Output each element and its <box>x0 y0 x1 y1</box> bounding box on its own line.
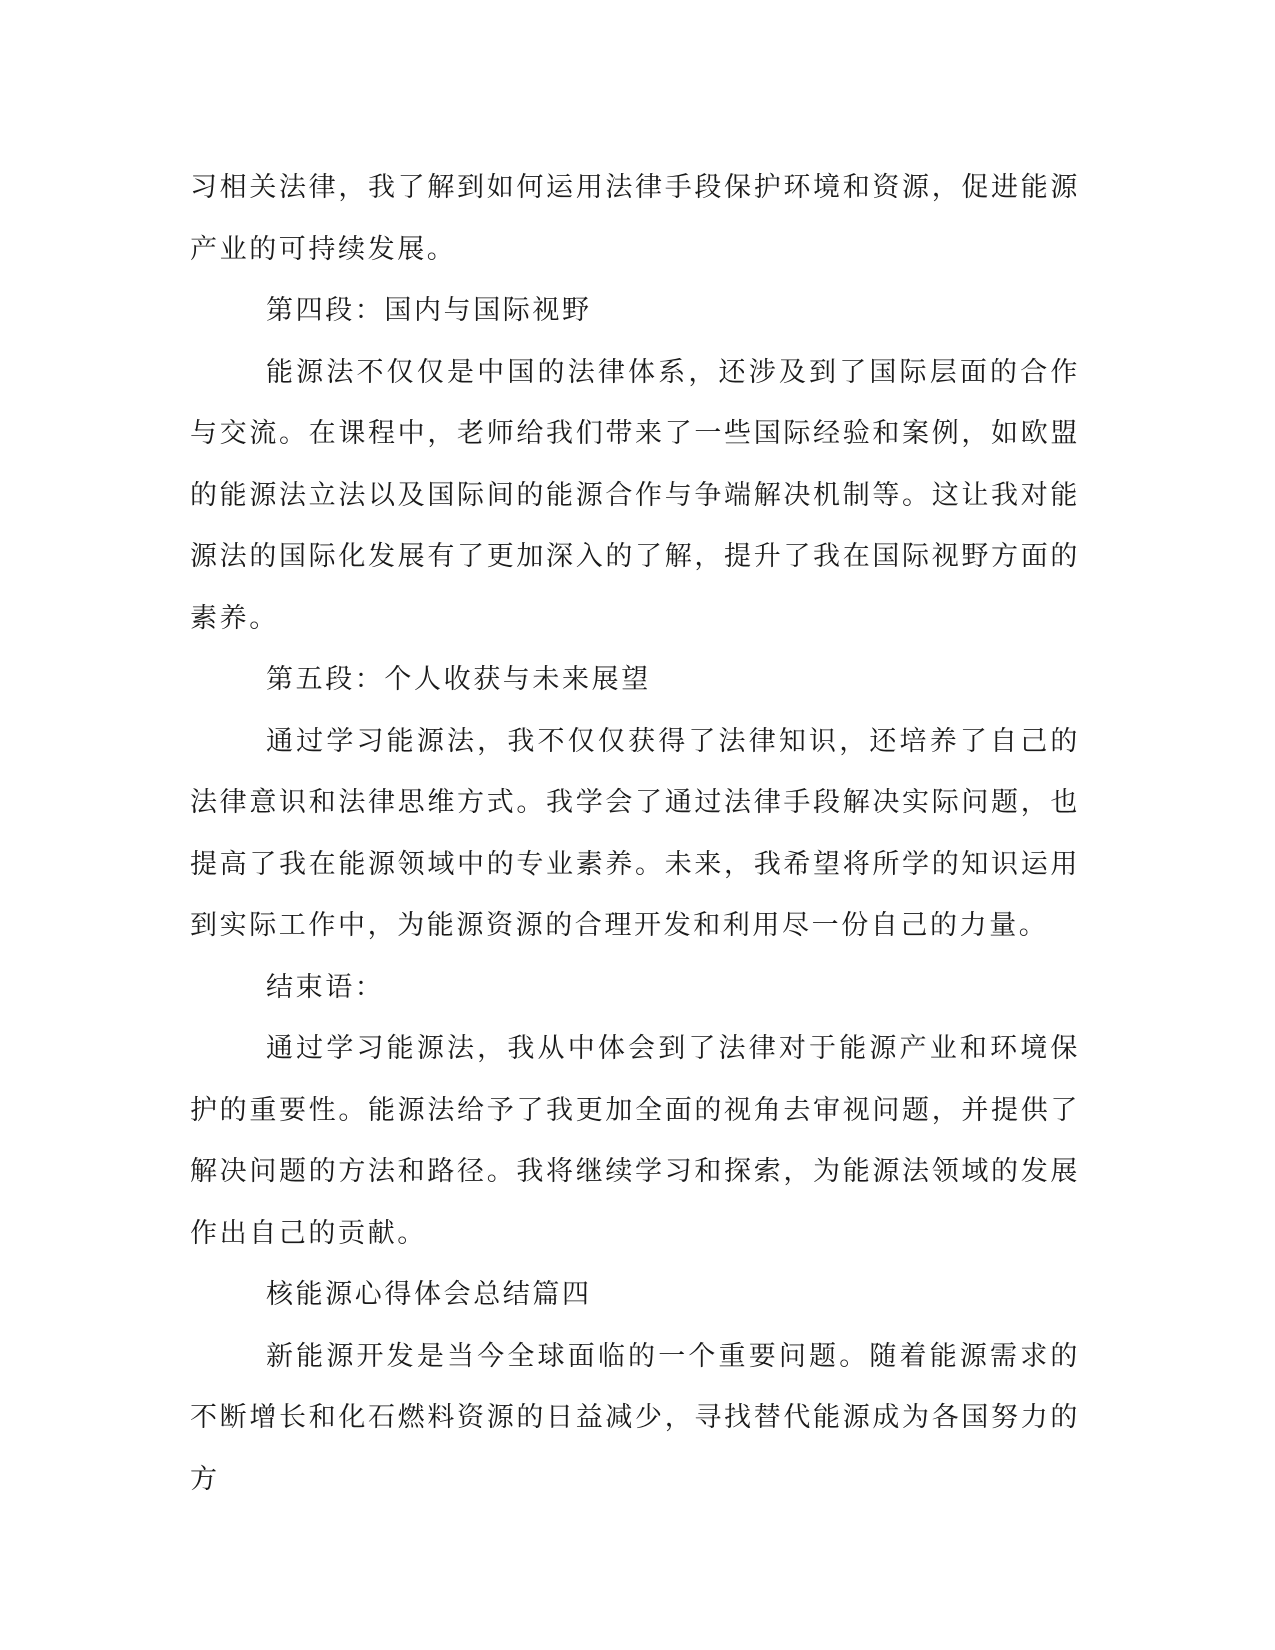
document-body <box>190 157 1080 1510</box>
paragraph-conclusion: 通过学习能源法，我从中体会到了法律对于能源产业和环境保护的重要性。能源法给予了我更加全面的视角去审视问题，并提供了解决问题的方法和路径。我将继续学习和探索，为能源法领域的发展作出自己的贡献。 <box>190 1033 1080 1249</box>
paragraph-personal-gains: 通过学习能源法，我不仅仅获得了法律知识，还培养了自己的法律意识和法律思维方式。我学会了通过法律手段解决实际问题，也提高了我在能源领域中的专业素养。未来，我希望将所学的知识运用到实际工作中，为能源资源的合理开发和利用尽一份自己的力量。 <box>190 725 1080 941</box>
section-heading-4: 第四段：国内与国际视野 <box>266 295 592 326</box>
section-heading-5: 第五段：个人收获与未来展望 <box>266 664 651 695</box>
paragraph-new-energy: 新能源开发是当今全球面临的一个重要问题。随着能源需求的不断增长和化石燃料资源的日益减少，寻找替代能源成为各国努力的方 <box>190 1340 1080 1495</box>
conclusion-heading: 结束语： <box>266 971 385 1003</box>
article-title-part-4: 核能源心得体会总结篇四 <box>266 1279 592 1310</box>
paragraph-continuation: 习相关法律，我了解到如何运用法律手段保护环境和资源，促进能源产业的可持续发展。 <box>190 172 1080 265</box>
paragraph-international-view: 能源法不仅仅是中国的法律体系，还涉及到了国际层面的合作与交流。在课程中，老师给我们带来了一些国际经验和案例，如欧盟的能源法立法以及国际间的能源合作与争端解决机制等。这让我对能源法的国际化发展有了更加深入的了解，提升了我在国际视野方面的素养。 <box>190 356 1080 634</box>
